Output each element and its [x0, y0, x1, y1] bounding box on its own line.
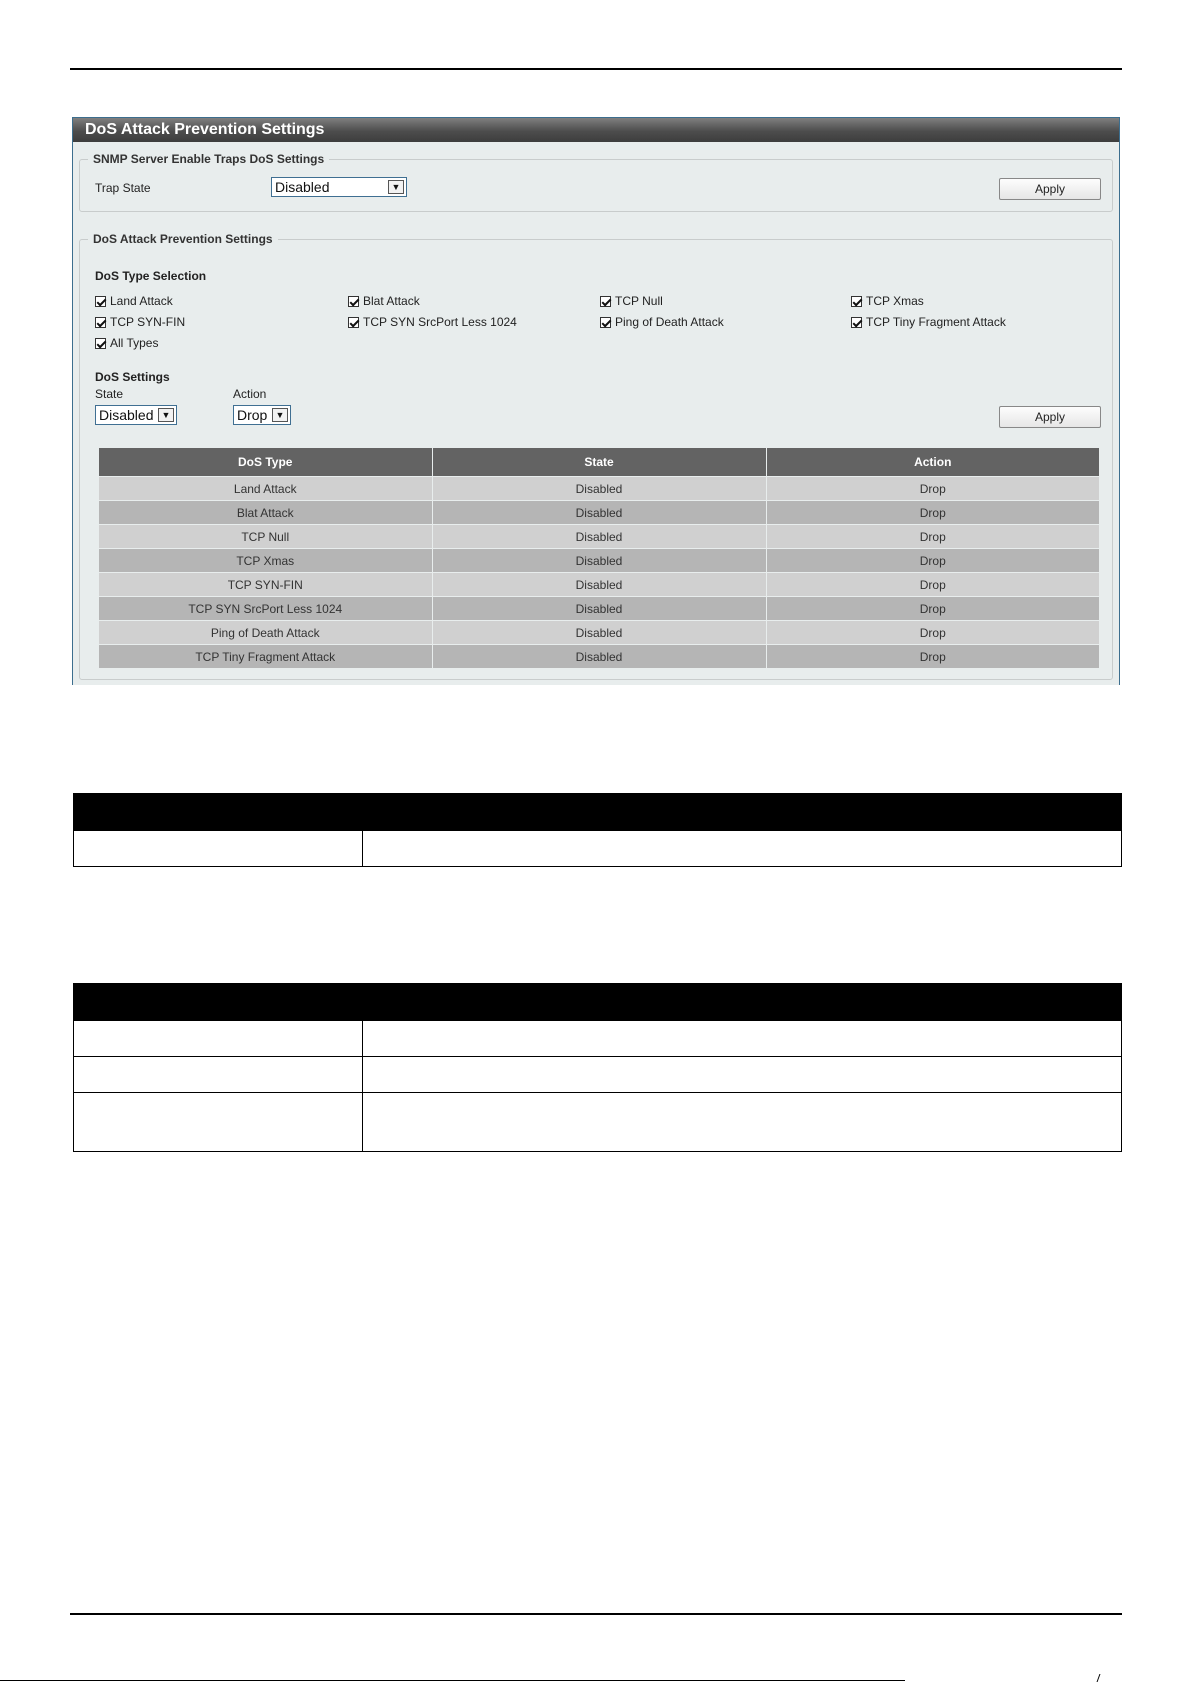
- state-select[interactable]: [95, 405, 177, 425]
- column-header-state: State: [432, 448, 766, 477]
- action-cell: Drop: [766, 549, 1099, 573]
- action-cell: Drop: [766, 573, 1099, 597]
- state-cell: Disabled: [432, 621, 766, 645]
- action-label: Action: [233, 387, 267, 401]
- column-header-action: Action: [766, 448, 1099, 477]
- state-cell: Disabled: [432, 525, 766, 549]
- dos-settings-apply-button[interactable]: Apply: [999, 406, 1101, 428]
- table-row: [99, 597, 1099, 621]
- table-row: [74, 1092, 1121, 1151]
- parameter-table-1: [73, 793, 1122, 867]
- table-row: [99, 621, 1099, 645]
- trap-state-label: Trap State: [95, 181, 151, 195]
- dos-status-table: [99, 448, 1099, 668]
- panel-title: DoS Attack Prevention Settings: [73, 118, 1119, 142]
- snmp-traps-legend: SNMP Server Enable Traps DoS Settings: [93, 152, 325, 166]
- table-row: [74, 1056, 1121, 1092]
- checkbox-all-types[interactable]: All Types: [95, 336, 158, 350]
- table-row: [99, 501, 1099, 525]
- dos-type-cell: TCP Null: [99, 525, 432, 549]
- action-cell: Drop: [766, 501, 1099, 525]
- checkmark-icon: [600, 317, 611, 328]
- dos-type-cell: TCP Tiny Fragment Attack: [99, 645, 432, 669]
- checkbox-ping-of-death[interactable]: Ping of Death Attack: [600, 315, 724, 329]
- checkbox-tcp-xmas[interactable]: TCP Xmas: [851, 294, 924, 308]
- table-row: [74, 1020, 1121, 1056]
- trap-state-value: Disabled: [275, 179, 330, 195]
- snmp-traps-group: [79, 152, 1113, 212]
- checkbox-tcp-syn-srcport[interactable]: TCP SYN SrcPort Less 1024: [348, 315, 517, 329]
- checkbox-tcp-null[interactable]: TCP Null: [600, 294, 663, 308]
- state-cell: Disabled: [432, 645, 766, 669]
- action-cell: Drop: [766, 597, 1099, 621]
- chevron-down-icon: ▼: [388, 180, 404, 194]
- state-cell: Disabled: [432, 501, 766, 525]
- trap-apply-button[interactable]: Apply: [999, 178, 1101, 200]
- checkbox-tcp-syn-fin[interactable]: TCP SYN-FIN: [95, 315, 185, 329]
- dos-type-cell: Blat Attack: [99, 501, 432, 525]
- checkbox-blat-attack[interactable]: Blat Attack: [348, 294, 420, 308]
- state-value: Disabled: [99, 407, 154, 423]
- state-label: State: [95, 387, 124, 401]
- dos-settings-title: DoS Settings: [95, 370, 170, 384]
- checkmark-icon: [348, 317, 359, 328]
- dos-type-cell: TCP Xmas: [99, 549, 432, 573]
- checkmark-icon: [851, 317, 862, 328]
- table-row: [99, 573, 1099, 597]
- checkbox-land-attack[interactable]: Land Attack: [95, 294, 173, 308]
- parameter-table-2: [73, 983, 1122, 1152]
- dos-attack-prevention-panel: [72, 117, 1120, 685]
- action-cell: Drop: [766, 621, 1099, 645]
- checkmark-icon: [600, 296, 611, 307]
- parameter-table-header: [74, 794, 1121, 830]
- checkmark-icon: [95, 317, 106, 328]
- state-cell: Disabled: [432, 597, 766, 621]
- dos-type-cell: TCP SYN SrcPort Less 1024: [99, 597, 432, 621]
- checkmark-icon: [348, 296, 359, 307]
- page-mark: [1097, 1674, 1107, 1682]
- dos-type-selection-title: DoS Type Selection: [95, 269, 207, 283]
- dos-prevention-legend: DoS Attack Prevention Settings: [93, 232, 273, 246]
- chevron-down-icon: ▼: [272, 408, 288, 422]
- page-footer-rule: [70, 1613, 1122, 1615]
- action-select[interactable]: [233, 405, 291, 425]
- dos-type-cell: Land Attack: [99, 477, 432, 501]
- table-row: [99, 645, 1099, 669]
- table-row: [99, 477, 1099, 501]
- trap-state-select[interactable]: [271, 177, 407, 197]
- chevron-down-icon: ▼: [158, 408, 174, 422]
- action-cell: Drop: [766, 525, 1099, 549]
- footnote-rule: [0, 1680, 905, 1681]
- checkbox-tcp-tiny-fragment[interactable]: TCP Tiny Fragment Attack: [851, 315, 1006, 329]
- dos-type-cell: TCP SYN-FIN: [99, 573, 432, 597]
- state-cell: Disabled: [432, 477, 766, 501]
- checkmark-icon: [851, 296, 862, 307]
- action-cell: Drop: [766, 645, 1099, 669]
- checkmark-icon: [95, 338, 106, 349]
- state-cell: Disabled: [432, 549, 766, 573]
- table-row: [99, 549, 1099, 573]
- parameter-table-header: [74, 984, 1121, 1020]
- table-row: [99, 525, 1099, 549]
- state-cell: Disabled: [432, 573, 766, 597]
- table-row: [74, 830, 1121, 866]
- page-header-rule: [70, 68, 1122, 70]
- column-header-dos-type: DoS Type: [99, 448, 432, 477]
- table-header-row: [99, 448, 1099, 477]
- checkmark-icon: [95, 296, 106, 307]
- dos-type-cell: Ping of Death Attack: [99, 621, 432, 645]
- action-value: Drop: [237, 407, 268, 423]
- action-cell: Drop: [766, 477, 1099, 501]
